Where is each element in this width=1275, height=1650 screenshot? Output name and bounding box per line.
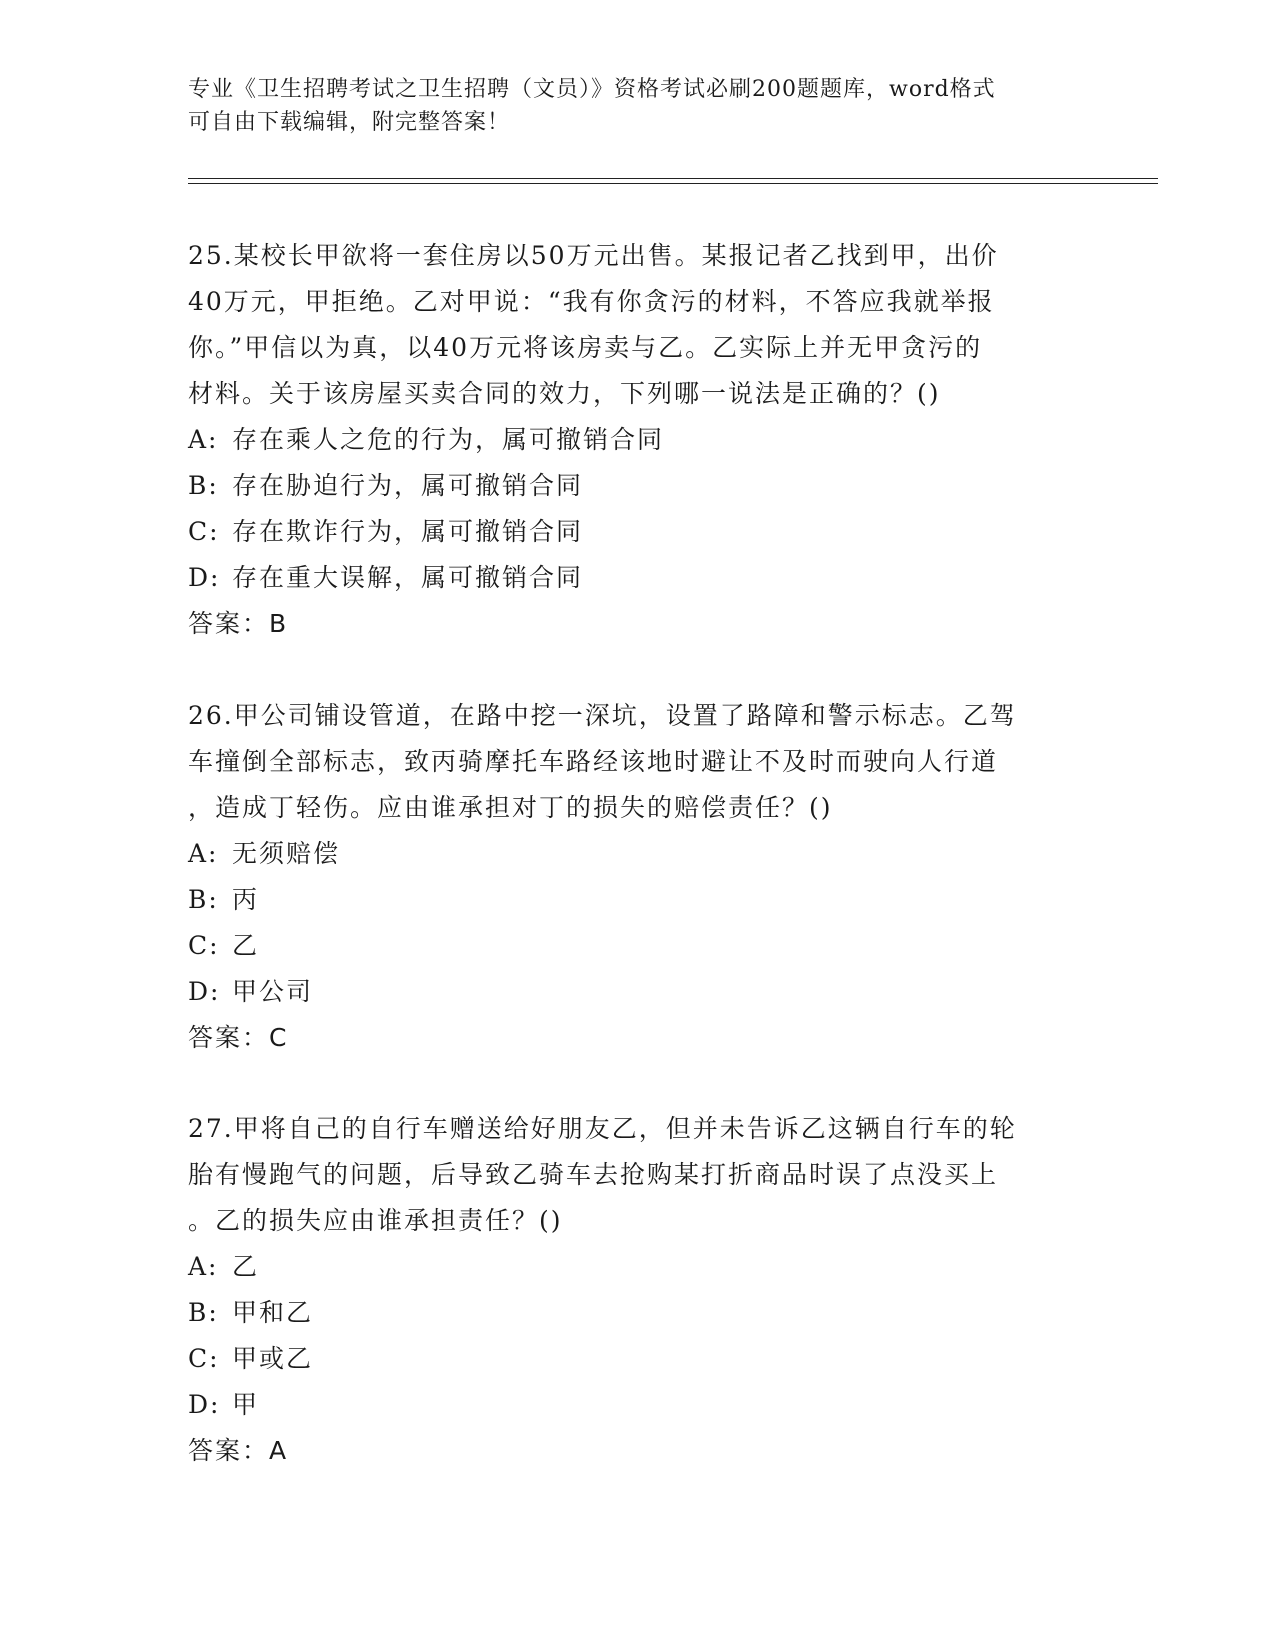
option-letter: C: [188, 931, 220, 960]
option-a [188, 831, 1088, 877]
question-stem-line: 你。”甲信以为真，以40万元将该房卖与乙。乙实际上并无甲贪污的 [188, 333, 983, 362]
option-a [188, 1244, 1088, 1290]
option-text: 甲 [232, 1390, 260, 1419]
option-letter: A: [188, 425, 219, 454]
option-text: 甲或乙 [232, 1344, 314, 1373]
answer-line: 答案：B [188, 609, 289, 638]
answer-line: 答案：A [188, 1436, 289, 1465]
question-stem-line: 。乙的损失应由谁承担责任？() [188, 1206, 563, 1235]
option-d [188, 1382, 1088, 1428]
option-letter: B: [188, 1298, 219, 1327]
option-text: 无须赔偿 [232, 839, 341, 868]
option-text: 存在胁迫行为，属可撤销合同 [232, 471, 584, 500]
question-stem-line: ，造成丁轻伤。应由谁承担对丁的损失的赔偿责任？() [188, 793, 833, 822]
header-line-1: 专业《卫生招聘考试之卫生招聘（文员）》资格考试必刷200题题库，word格式 [188, 77, 996, 102]
header-divider-top [188, 178, 1158, 179]
option-text: 存在欺诈行为，属可撤销合同 [232, 517, 584, 546]
question-stem-line: 40万元，甲拒绝。乙对甲说：“我有你贪污的材料，不答应我就举报 [188, 287, 995, 316]
document-header [188, 73, 1068, 139]
answer-line: 答案：C [188, 1023, 289, 1052]
question-stem-line: 25.某校长甲欲将一套住房以50万元出售。某报记者乙找到甲，出价 [188, 241, 999, 270]
option-text: 乙 [232, 1252, 260, 1281]
option-letter: C: [188, 1344, 220, 1373]
option-c [188, 1336, 1088, 1382]
option-b [188, 463, 1088, 509]
header-line-2: 可自由下载编辑，附完整答案！ [188, 110, 511, 135]
option-b [188, 1290, 1088, 1336]
option-text: 存在乘人之危的行为，属可撤销合同 [232, 425, 665, 454]
option-letter: A: [188, 1252, 219, 1281]
question-26 [188, 693, 1088, 1061]
option-text: 存在重大误解，属可撤销合同 [232, 563, 584, 592]
option-text: 甲和乙 [232, 1298, 314, 1327]
option-letter: D: [188, 977, 221, 1006]
option-c [188, 509, 1088, 555]
option-letter: B: [188, 885, 219, 914]
question-27 [188, 1106, 1088, 1474]
option-letter: D: [188, 563, 221, 592]
question-25 [188, 233, 1088, 647]
option-d [188, 969, 1088, 1015]
question-stem-line: 材料。关于该房屋买卖合同的效力，下列哪一说法是正确的？() [188, 379, 941, 408]
question-stem-line: 车撞倒全部标志，致丙骑摩托车路经该地时避让不及时而驶向人行道 [188, 747, 999, 776]
question-stem-line: 胎有慢跑气的问题，后导致乙骑车去抢购某打折商品时误了点没买上 [188, 1160, 999, 1189]
option-a [188, 417, 1088, 463]
option-letter: C: [188, 517, 220, 546]
header-divider-bottom [188, 183, 1158, 184]
option-letter: D: [188, 1390, 221, 1419]
question-stem-line: 27.甲将自己的自行车赠送给好朋友乙，但并未告诉乙这辆自行车的轮 [188, 1114, 1017, 1143]
option-b [188, 877, 1088, 923]
option-letter: A: [188, 839, 219, 868]
option-c [188, 923, 1088, 969]
option-d [188, 555, 1088, 601]
option-text: 丙 [232, 885, 260, 914]
option-text: 乙 [232, 931, 260, 960]
option-letter: B: [188, 471, 219, 500]
option-text: 甲公司 [232, 977, 314, 1006]
question-stem-line: 26.甲公司铺设管道，在路中挖一深坑，设置了路障和警示标志。乙驾 [188, 701, 1017, 730]
